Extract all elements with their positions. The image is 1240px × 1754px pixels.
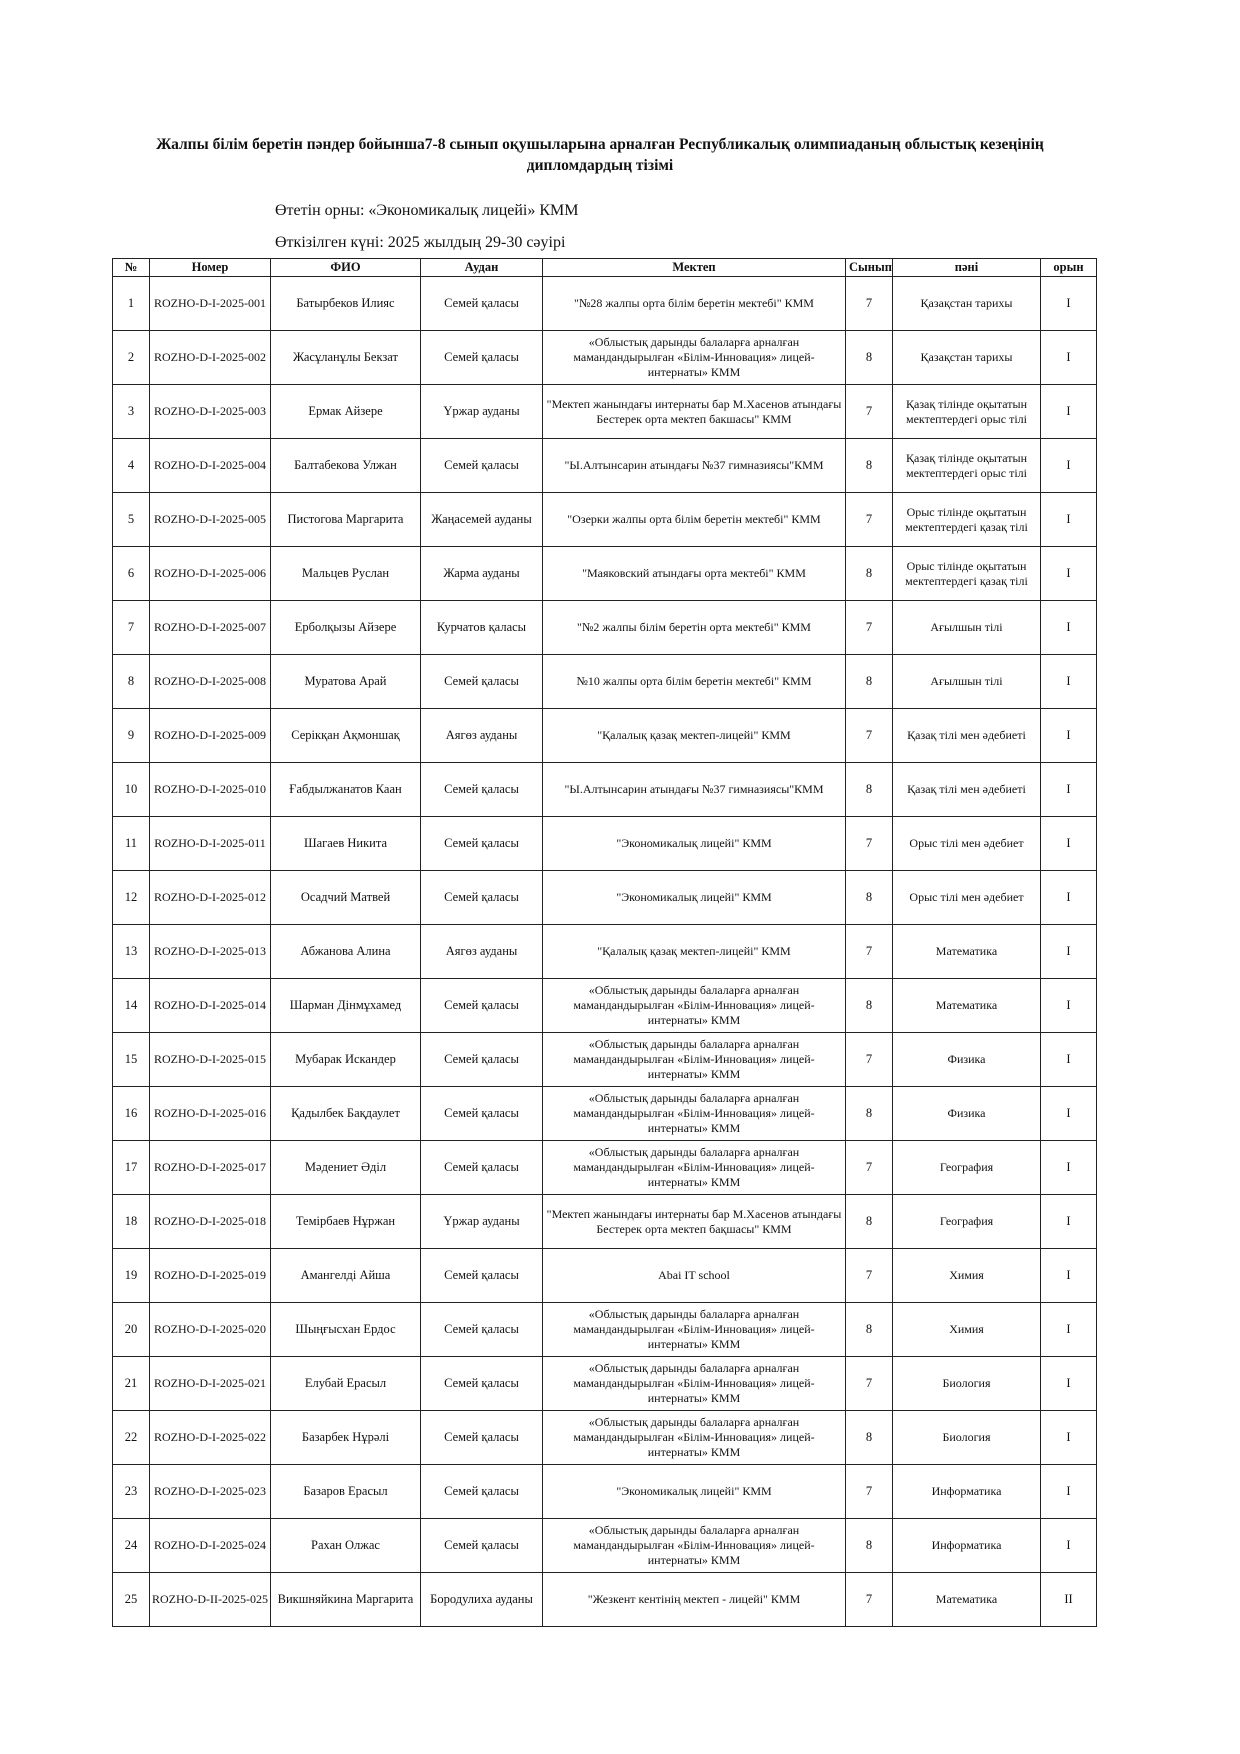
column-header-code: Номер <box>150 259 271 277</box>
student-name-cell: Викшняйкина Маргарита <box>271 1573 421 1627</box>
school-name-cell: "Экономикалық лицейі" КММ <box>543 817 846 871</box>
row-number-cell: 20 <box>113 1303 150 1357</box>
diploma-table <box>112 258 1097 1627</box>
district-cell: Семей қаласы <box>421 1141 543 1195</box>
row-number-cell: 8 <box>113 655 150 709</box>
row-number-cell: 17 <box>113 1141 150 1195</box>
table-row <box>113 1573 1097 1627</box>
place-cell: I <box>1041 1249 1097 1303</box>
district-cell: Семей қаласы <box>421 1465 543 1519</box>
place-cell: I <box>1041 277 1097 331</box>
student-name-cell: Ғабдылжанатов Каан <box>271 763 421 817</box>
school-name-cell: «Облыстық дарынды балаларға арналған мамандандырылған «Білім-Инновация» лицей-интернаты» КММ <box>543 1411 846 1465</box>
table-row <box>113 1357 1097 1411</box>
student-name-cell: Қадылбек Бақдаулет <box>271 1087 421 1141</box>
column-header-subject: пәні <box>893 259 1041 277</box>
school-name-cell: "Маяковский атындағы орта мектебі" КММ <box>543 547 846 601</box>
subject-cell: Ағылшын тілі <box>893 655 1041 709</box>
row-number-cell: 2 <box>113 331 150 385</box>
district-cell: Семей қаласы <box>421 763 543 817</box>
table-row <box>113 277 1097 331</box>
row-number-cell: 13 <box>113 925 150 979</box>
diploma-code-cell: ROZHO-D-I-2025-014 <box>150 979 271 1033</box>
district-cell: Семей қаласы <box>421 1519 543 1573</box>
district-cell: Аягөз ауданы <box>421 709 543 763</box>
subject-cell: Орыс тілінде оқытатын мектептердегі қазақ тілі <box>893 547 1041 601</box>
student-name-cell: Серікқан Ақмоншақ <box>271 709 421 763</box>
row-number-cell: 18 <box>113 1195 150 1249</box>
subject-cell: Қазақ тілінде оқытатын мектептердегі орыс тілі <box>893 385 1041 439</box>
district-cell: Бородулиха ауданы <box>421 1573 543 1627</box>
grade-cell: 8 <box>846 979 893 1033</box>
subject-cell: Химия <box>893 1249 1041 1303</box>
student-name-cell: Базаров Ерасыл <box>271 1465 421 1519</box>
place-cell: I <box>1041 655 1097 709</box>
table-row <box>113 385 1097 439</box>
student-name-cell: Мубарак Искандер <box>271 1033 421 1087</box>
school-name-cell: «Облыстық дарынды балаларға арналған мамандандырылған «Білім-Инновация» лицей-интернаты» КММ <box>543 1303 846 1357</box>
place-cell: I <box>1041 979 1097 1033</box>
student-name-cell: Рахан Олжас <box>271 1519 421 1573</box>
school-name-cell: "Ы.Алтынсарин атындағы №37 гимназиясы"КММ <box>543 763 846 817</box>
school-name-cell: «Облыстық дарынды балаларға арналған мамандандырылған «Білім-Инновация» лицей-интернаты» КММ <box>543 1033 846 1087</box>
grade-cell: 8 <box>846 763 893 817</box>
student-name-cell: Шарман Дінмұхамед <box>271 979 421 1033</box>
place-cell: I <box>1041 1033 1097 1087</box>
subject-cell: Қазақстан тарихы <box>893 331 1041 385</box>
venue-line: Өтетін орны: «Экономикалық лицейі» КММ <box>275 202 579 219</box>
row-number-cell: 1 <box>113 277 150 331</box>
subject-cell: География <box>893 1141 1041 1195</box>
diploma-code-cell: ROZHO-D-I-2025-015 <box>150 1033 271 1087</box>
place-cell: I <box>1041 1195 1097 1249</box>
place-cell: I <box>1041 925 1097 979</box>
place-cell: I <box>1041 1087 1097 1141</box>
row-number-cell: 4 <box>113 439 150 493</box>
student-name-cell: Ермак Айзере <box>271 385 421 439</box>
row-number-cell: 25 <box>113 1573 150 1627</box>
place-cell: I <box>1041 709 1097 763</box>
diploma-code-cell: ROZHO-D-I-2025-009 <box>150 709 271 763</box>
district-cell: Аягөз ауданы <box>421 925 543 979</box>
district-cell: Курчатов қаласы <box>421 601 543 655</box>
table-row <box>113 1465 1097 1519</box>
diploma-code-cell: ROZHO-D-I-2025-022 <box>150 1411 271 1465</box>
grade-cell: 7 <box>846 817 893 871</box>
place-cell: II <box>1041 1573 1097 1627</box>
place-cell: I <box>1041 601 1097 655</box>
row-number-cell: 3 <box>113 385 150 439</box>
subject-cell: География <box>893 1195 1041 1249</box>
grade-cell: 8 <box>846 439 893 493</box>
subject-cell: Орыс тілі мен әдебиет <box>893 871 1041 925</box>
table-row <box>113 1411 1097 1465</box>
subject-cell: Математика <box>893 979 1041 1033</box>
subject-cell: Математика <box>893 1573 1041 1627</box>
subject-cell: Химия <box>893 1303 1041 1357</box>
place-cell: I <box>1041 763 1097 817</box>
grade-cell: 8 <box>846 1303 893 1357</box>
place-cell: I <box>1041 1411 1097 1465</box>
table-row <box>113 655 1097 709</box>
diploma-code-cell: ROZHO-D-I-2025-024 <box>150 1519 271 1573</box>
grade-cell: 8 <box>846 547 893 601</box>
subject-cell: Қазақ тілінде оқытатын мектептердегі орыс тілі <box>893 439 1041 493</box>
row-number-cell: 19 <box>113 1249 150 1303</box>
table-row <box>113 871 1097 925</box>
row-number-cell: 9 <box>113 709 150 763</box>
table-row <box>113 1195 1097 1249</box>
district-cell: Семей қаласы <box>421 1249 543 1303</box>
student-name-cell: Мәдениет Әділ <box>271 1141 421 1195</box>
student-name-cell: Абжанова Алина <box>271 925 421 979</box>
subject-cell: Информатика <box>893 1465 1041 1519</box>
grade-cell: 7 <box>846 1465 893 1519</box>
student-name-cell: Амангелді Айша <box>271 1249 421 1303</box>
row-number-cell: 21 <box>113 1357 150 1411</box>
school-name-cell: "Мектеп жанындағы интернаты бар М.Хасенов атындағы Бестерек орта мектеп бақшасы" КММ <box>543 1195 846 1249</box>
school-name-cell: «Облыстық дарынды балаларға арналған мамандандырылған «Білім-Инновация» лицей-интернаты» КММ <box>543 331 846 385</box>
student-name-cell: Шыңғысхан Ердос <box>271 1303 421 1357</box>
grade-cell: 7 <box>846 601 893 655</box>
document-title: Жалпы білім беретін пәндер бойынша7-8 сынып оқушыларына арналған Республикалық олимпиаданың облыстық кезеңінің дипломдардың тізімі <box>156 136 1044 174</box>
district-cell: Үржар ауданы <box>421 1195 543 1249</box>
diploma-code-cell: ROZHO-D-I-2025-004 <box>150 439 271 493</box>
district-cell: Семей қаласы <box>421 655 543 709</box>
row-number-cell: 16 <box>113 1087 150 1141</box>
school-name-cell: "Жезкент кентінің мектеп - лицейі" КММ <box>543 1573 846 1627</box>
column-header-place: орын <box>1041 259 1097 277</box>
place-cell: I <box>1041 1519 1097 1573</box>
row-number-cell: 12 <box>113 871 150 925</box>
diploma-code-cell: ROZHO-D-I-2025-016 <box>150 1087 271 1141</box>
student-name-cell: Темірбаев Нұржан <box>271 1195 421 1249</box>
grade-cell: 7 <box>846 277 893 331</box>
district-cell: Семей қаласы <box>421 1033 543 1087</box>
table-row <box>113 493 1097 547</box>
grade-cell: 7 <box>846 1249 893 1303</box>
row-number-cell: 22 <box>113 1411 150 1465</box>
place-cell: I <box>1041 1357 1097 1411</box>
district-cell: Семей қаласы <box>421 817 543 871</box>
subject-cell: Физика <box>893 1087 1041 1141</box>
student-name-cell: Балтабекова Улжан <box>271 439 421 493</box>
table-row <box>113 763 1097 817</box>
school-name-cell: №10 жалпы орта білім беретін мектебі" КММ <box>543 655 846 709</box>
diploma-code-cell: ROZHO-D-I-2025-002 <box>150 331 271 385</box>
table-row <box>113 709 1097 763</box>
diploma-code-cell: ROZHO-D-I-2025-007 <box>150 601 271 655</box>
column-header-school: Мектеп <box>543 259 846 277</box>
row-number-cell: 10 <box>113 763 150 817</box>
district-cell: Семей қаласы <box>421 979 543 1033</box>
student-name-cell: Жасұланұлы Бекзат <box>271 331 421 385</box>
school-name-cell: "Озерки жалпы орта білім беретін мектебі" КММ <box>543 493 846 547</box>
place-cell: I <box>1041 1303 1097 1357</box>
diploma-code-cell: ROZHO-D-I-2025-008 <box>150 655 271 709</box>
subject-cell: Математика <box>893 925 1041 979</box>
grade-cell: 8 <box>846 331 893 385</box>
row-number-cell: 14 <box>113 979 150 1033</box>
student-name-cell: Муратова Арай <box>271 655 421 709</box>
school-name-cell: "Экономикалық лицейі" КММ <box>543 871 846 925</box>
diploma-code-cell: ROZHO-D-I-2025-017 <box>150 1141 271 1195</box>
student-name-cell: Елубай Ерасыл <box>271 1357 421 1411</box>
student-name-cell: Шагаев Никита <box>271 817 421 871</box>
grade-cell: 7 <box>846 1141 893 1195</box>
diploma-code-cell: ROZHO-D-I-2025-012 <box>150 871 271 925</box>
diploma-code-cell: ROZHO-D-I-2025-018 <box>150 1195 271 1249</box>
school-name-cell: «Облыстық дарынды балаларға арналған мамандандырылған «Білім-Инновация» лицей-интернаты» КММ <box>543 1357 846 1411</box>
diploma-code-cell: ROZHO-D-II-2025-025 <box>150 1573 271 1627</box>
table-row <box>113 601 1097 655</box>
table-header-row <box>113 259 1097 277</box>
diploma-code-cell: ROZHO-D-I-2025-006 <box>150 547 271 601</box>
place-cell: I <box>1041 871 1097 925</box>
row-number-cell: 15 <box>113 1033 150 1087</box>
column-header-number: № <box>113 259 150 277</box>
district-cell: Семей қаласы <box>421 277 543 331</box>
subject-cell: Биология <box>893 1411 1041 1465</box>
grade-cell: 7 <box>846 493 893 547</box>
grade-cell: 8 <box>846 1519 893 1573</box>
subject-cell: Информатика <box>893 1519 1041 1573</box>
diploma-code-cell: ROZHO-D-I-2025-003 <box>150 385 271 439</box>
district-cell: Семей қаласы <box>421 1411 543 1465</box>
place-cell: I <box>1041 817 1097 871</box>
student-name-cell: Осадчий Матвей <box>271 871 421 925</box>
subject-cell: Биология <box>893 1357 1041 1411</box>
diploma-code-cell: ROZHO-D-I-2025-021 <box>150 1357 271 1411</box>
table-row <box>113 925 1097 979</box>
district-cell: Жаңасемей ауданы <box>421 493 543 547</box>
grade-cell: 7 <box>846 1033 893 1087</box>
table-row <box>113 331 1097 385</box>
grade-cell: 7 <box>846 1357 893 1411</box>
table-row <box>113 439 1097 493</box>
school-name-cell: Abai IT school <box>543 1249 846 1303</box>
school-name-cell: «Облыстық дарынды балаларға арналған мамандандырылған «Білім-Инновация» лицей-интернаты» КММ <box>543 1087 846 1141</box>
table-row <box>113 547 1097 601</box>
subject-cell: Физика <box>893 1033 1041 1087</box>
column-header-grade: Сынып <box>846 259 893 277</box>
place-cell: I <box>1041 1141 1097 1195</box>
district-cell: Жарма ауданы <box>421 547 543 601</box>
grade-cell: 8 <box>846 1411 893 1465</box>
district-cell: Семей қаласы <box>421 871 543 925</box>
place-cell: I <box>1041 439 1097 493</box>
diploma-code-cell: ROZHO-D-I-2025-011 <box>150 817 271 871</box>
table-row <box>113 1087 1097 1141</box>
grade-cell: 8 <box>846 871 893 925</box>
grade-cell: 8 <box>846 1195 893 1249</box>
subject-cell: Қазақ тілі мен әдебиеті <box>893 709 1041 763</box>
row-number-cell: 7 <box>113 601 150 655</box>
school-name-cell: "№2 жалпы білім беретін орта мектебі" КММ <box>543 601 846 655</box>
grade-cell: 7 <box>846 709 893 763</box>
diploma-code-cell: ROZHO-D-I-2025-023 <box>150 1465 271 1519</box>
school-name-cell: "Ы.Алтынсарин атындағы №37 гимназиясы"КММ <box>543 439 846 493</box>
diploma-code-cell: ROZHO-D-I-2025-020 <box>150 1303 271 1357</box>
column-header-name: ФИО <box>271 259 421 277</box>
student-name-cell: Базарбек Нұрәлі <box>271 1411 421 1465</box>
school-name-cell: «Облыстық дарынды балаларға арналған мамандандырылған «Білім-Инновация» лицей-интернаты» КММ <box>543 979 846 1033</box>
subject-cell: Орыс тілінде оқытатын мектептердегі қазақ тілі <box>893 493 1041 547</box>
table-row <box>113 1303 1097 1357</box>
row-number-cell: 6 <box>113 547 150 601</box>
diploma-code-cell: ROZHO-D-I-2025-013 <box>150 925 271 979</box>
subject-cell: Орыс тілі мен әдебиет <box>893 817 1041 871</box>
date-line: Өткізілген күні: 2025 жылдың 29-30 сәуірі <box>275 234 566 251</box>
row-number-cell: 23 <box>113 1465 150 1519</box>
table-row <box>113 979 1097 1033</box>
diploma-code-cell: ROZHO-D-I-2025-019 <box>150 1249 271 1303</box>
district-cell: Семей қаласы <box>421 331 543 385</box>
subject-cell: Қазақ тілі мен әдебиеті <box>893 763 1041 817</box>
place-cell: I <box>1041 385 1097 439</box>
school-name-cell: "Қалалық қазақ мектеп-лицейі" КММ <box>543 925 846 979</box>
place-cell: I <box>1041 331 1097 385</box>
table-row <box>113 1249 1097 1303</box>
grade-cell: 7 <box>846 1573 893 1627</box>
row-number-cell: 11 <box>113 817 150 871</box>
place-cell: I <box>1041 547 1097 601</box>
table-row <box>113 1033 1097 1087</box>
student-name-cell: Мальцев Руслан <box>271 547 421 601</box>
student-name-cell: Пистогова Маргарита <box>271 493 421 547</box>
student-name-cell: Батырбеков Илияс <box>271 277 421 331</box>
table-row <box>113 817 1097 871</box>
subject-cell: Ағылшын тілі <box>893 601 1041 655</box>
diploma-code-cell: ROZHO-D-I-2025-005 <box>150 493 271 547</box>
school-name-cell: «Облыстық дарынды балаларға арналған мамандандырылған «Білім-Инновация» лицей-интернаты» КММ <box>543 1141 846 1195</box>
school-name-cell: "Экономикалық лицейі" КММ <box>543 1465 846 1519</box>
school-name-cell: "Қалалық қазақ мектеп-лицейі" КММ <box>543 709 846 763</box>
district-cell: Үржар ауданы <box>421 385 543 439</box>
grade-cell: 8 <box>846 655 893 709</box>
district-cell: Семей қаласы <box>421 1303 543 1357</box>
school-name-cell: "Мектеп жанындағы интернаты бар М.Хасенов атындағы Бестерек орта мектеп бакшасы" КММ <box>543 385 846 439</box>
school-name-cell: «Облыстық дарынды балаларға арналған мамандандырылған «Білім-Инновация» лицей-интернаты» КММ <box>543 1519 846 1573</box>
district-cell: Семей қаласы <box>421 1357 543 1411</box>
grade-cell: 8 <box>846 1087 893 1141</box>
row-number-cell: 5 <box>113 493 150 547</box>
place-cell: I <box>1041 493 1097 547</box>
student-name-cell: Ерболқызы Айзере <box>271 601 421 655</box>
table-row <box>113 1141 1097 1195</box>
diploma-code-cell: ROZHO-D-I-2025-010 <box>150 763 271 817</box>
row-number-cell: 24 <box>113 1519 150 1573</box>
column-header-district: Аудан <box>421 259 543 277</box>
diploma-code-cell: ROZHO-D-I-2025-001 <box>150 277 271 331</box>
district-cell: Семей қаласы <box>421 439 543 493</box>
grade-cell: 7 <box>846 385 893 439</box>
district-cell: Семей қаласы <box>421 1087 543 1141</box>
place-cell: I <box>1041 1465 1097 1519</box>
table-row <box>113 1519 1097 1573</box>
school-name-cell: "№28 жалпы орта білім беретін мектебі" КММ <box>543 277 846 331</box>
subject-cell: Қазақстан тарихы <box>893 277 1041 331</box>
grade-cell: 7 <box>846 925 893 979</box>
